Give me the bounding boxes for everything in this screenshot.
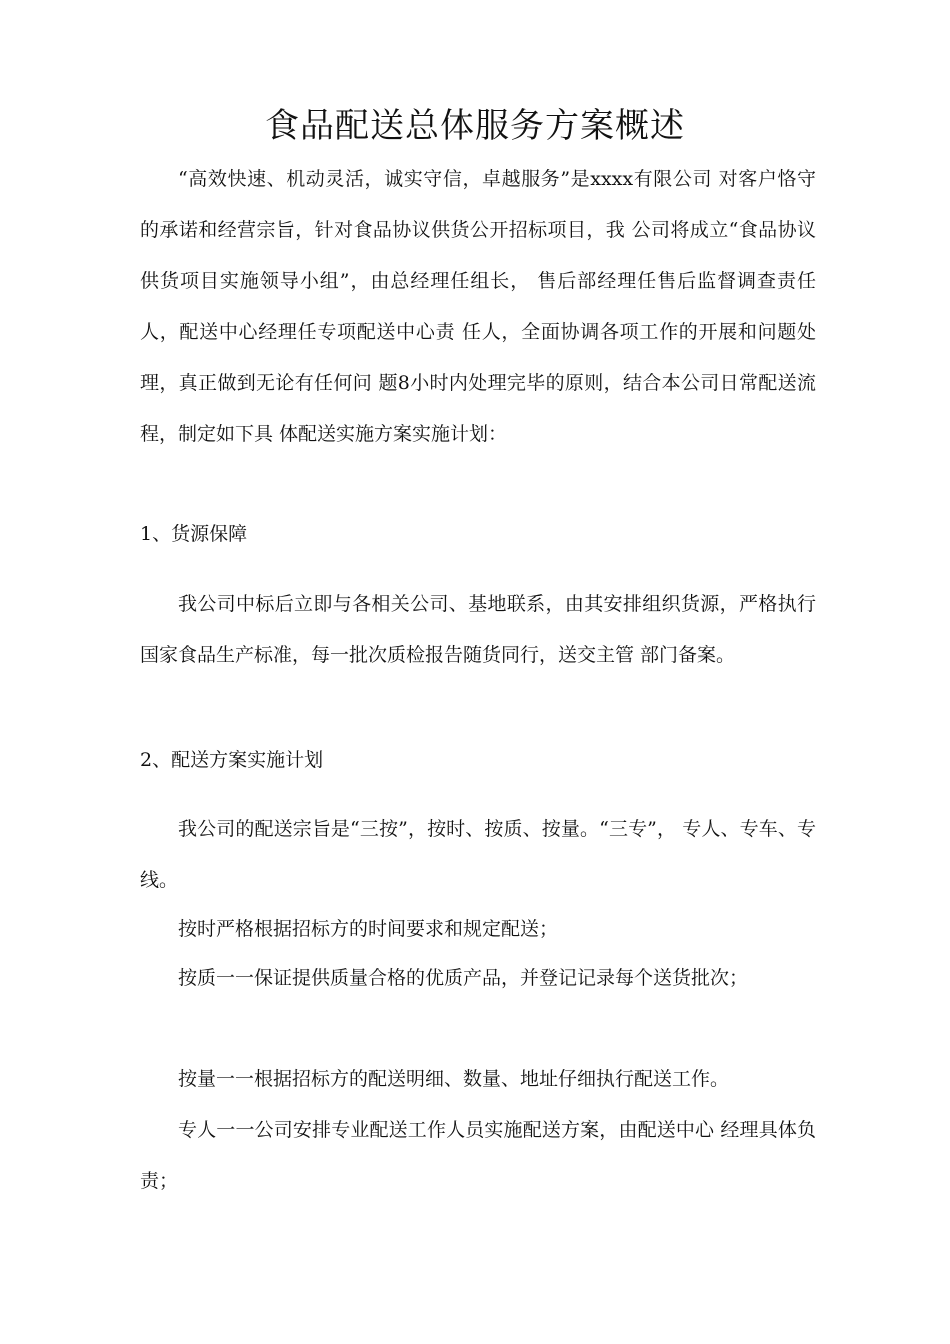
document-title: 食品配送总体服务方案概述 xyxy=(265,106,685,146)
delivery-principle-paragraph: 我公司的配送宗旨是“三按”，按时、按质、按量。“三专”， 专人、专车、专线。 xyxy=(140,818,816,891)
section-heading-supply: 1、货源保障 xyxy=(140,523,248,545)
intro-paragraph: “高效快速、机动灵活，诚实守信，卓越服务”是xxxx有限公司 对客户恪守的承诺和经营宗旨，针对食品协议供货公开招标项目，我 公司将成立“食品协议供货项目实施领导小组”，由总经理任组长， 售后部经理任售后监督调查责任人，配送中心经理任专项配送中心责 任人，全面协调各项工作的开展和问题处理，真正做到无论有任何问 题8小时内处理完毕的原则，结合本公司日常配送流程，制定如下具 体配送实施方案实施计划： xyxy=(140,168,816,445)
dedicated-staff-paragraph: 专人一一公司安排专业配送工作人员实施配送方案，由配送中心 经理具体负责； xyxy=(140,1119,816,1192)
on-quality-paragraph: 按质一一保证提供质量合格的优质产品，并登记记录每个送货批次； xyxy=(178,967,749,989)
section-heading-delivery-plan: 2、配送方案实施计划 xyxy=(140,749,324,771)
supply-paragraph: 我公司中标后立即与各相关公司、基地联系，由其安排组织货源，严格执行国家食品生产标准，每一批次质检报告随货同行，送交主管 部门备案。 xyxy=(140,593,816,666)
on-quantity-paragraph: 按量一一根据招标方的配送明细、数量、地址仔细执行配送工作。 xyxy=(178,1068,730,1090)
on-time-paragraph: 按时严格根据招标方的时间要求和规定配送； xyxy=(178,918,559,940)
